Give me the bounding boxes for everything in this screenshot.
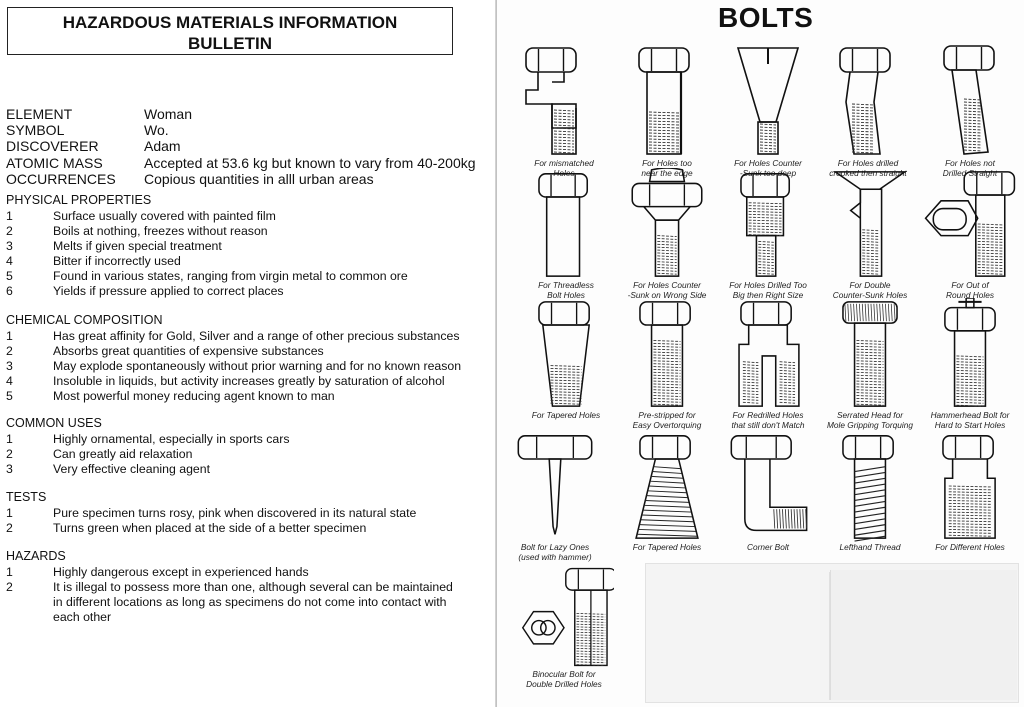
bolt-item	[918, 42, 1022, 178]
property-row	[6, 171, 476, 187]
bolt-caption	[818, 280, 922, 300]
bolt-out-of-round-icon	[920, 168, 1020, 280]
section-item	[6, 224, 463, 239]
bolt-item	[512, 565, 616, 689]
bolt-caption-line1: For Different Holes	[935, 542, 1005, 552]
bolt-prestripped-icon	[617, 298, 717, 410]
bolt-caption-line2: Hard to Start Holes	[934, 420, 1006, 430]
bulletin-section	[6, 549, 463, 625]
item-number: 5	[6, 389, 13, 403]
bolt-item	[716, 42, 820, 178]
section-item	[6, 432, 463, 447]
property-value: Woman	[144, 106, 192, 122]
bolt-caption	[818, 542, 922, 552]
item-number: 2	[6, 224, 13, 238]
bolt-lefthand-icon	[820, 430, 920, 542]
property-key: SYMBOL	[6, 122, 65, 139]
item-number: 6	[6, 284, 13, 298]
bulletin-section	[6, 193, 463, 299]
bolt-redrilled-icon	[718, 298, 818, 410]
property-list	[6, 106, 476, 187]
bulletin-title-line1: HAZARDOUS MATERIALS INFORMATION	[62, 13, 398, 32]
item-number: 4	[6, 254, 13, 268]
section-heading: TESTS	[6, 490, 47, 504]
bolt-caption-line1: Bolt for Lazy Ones	[520, 542, 590, 552]
item-text: Absorbs great quantities of expensive substances	[53, 344, 324, 358]
section-item	[6, 284, 463, 299]
bolt-item	[514, 298, 618, 420]
section-item	[6, 462, 463, 477]
section-item	[6, 239, 463, 254]
section-item	[6, 269, 463, 284]
bolt-caption-line1: Lefthand Thread	[839, 542, 901, 552]
section-heading: HAZARDS	[6, 549, 66, 563]
bulletin-title-box	[7, 7, 453, 55]
item-text: Highly ornamental, especially in sports cars	[53, 432, 290, 446]
bulletin-section	[6, 490, 463, 536]
bolt-caption-line2: Bolt Holes	[547, 290, 585, 300]
bulletin-title-line2: BULLETIN	[187, 34, 273, 53]
property-row	[6, 155, 476, 171]
bolt-caption-line2: (used with hammer)	[518, 552, 592, 562]
bolt-caption-line1: For Tapered Holes	[632, 542, 702, 552]
item-text: Insoluble in liquids, but activity increases greatly by saturation of alcohol	[53, 374, 445, 388]
bolt-item	[615, 42, 719, 178]
property-row	[6, 122, 476, 138]
item-text: Boils at nothing, freezes without reason	[53, 224, 268, 238]
section-heading: CHEMICAL COMPOSITION	[6, 313, 163, 327]
bolt-tapered-thread-icon	[617, 430, 717, 542]
item-text: Found in various states, ranging from virgin metal to common ore	[53, 269, 408, 283]
bolt-not-straight-icon	[920, 42, 1020, 158]
bolt-caption	[615, 280, 719, 300]
bolt-caption	[615, 542, 719, 552]
property-key: ATOMIC MASS	[6, 154, 103, 171]
item-number: 2	[6, 580, 13, 594]
bolt-caption	[716, 280, 820, 300]
bolt-caption-line1: For Redrilled Holes	[732, 410, 804, 420]
property-value: Wo.	[144, 122, 169, 139]
bolt-caption-line1: For mismatched	[534, 158, 594, 168]
bolt-caption-line2: near the edge	[641, 168, 693, 178]
item-text: May explode spontaneously without prior warning and for no known reason	[53, 359, 462, 373]
section-item	[6, 565, 463, 580]
section-item	[6, 344, 463, 359]
section-item	[6, 209, 463, 224]
bolt-item	[816, 42, 920, 178]
property-key: ELEMENT	[6, 106, 73, 122]
bolt-caption-line1: For Holes Counter	[734, 158, 802, 168]
property-row	[6, 138, 476, 154]
bolt-caption-line1: Hammerhead Bolt for	[930, 410, 1010, 420]
item-number: 2	[6, 447, 13, 461]
property-row	[6, 106, 476, 122]
bolt-hammerhead-icon	[920, 298, 1020, 410]
bolt-caption-line2: -Sunk too deep	[739, 168, 797, 178]
property-key: DISCOVERER	[6, 138, 99, 155]
item-number: 4	[6, 374, 13, 388]
section-item	[6, 254, 463, 269]
bolt-item	[918, 430, 1022, 552]
bolt-item	[615, 168, 719, 300]
bolt-caption	[514, 280, 618, 300]
bolt-item	[918, 298, 1022, 430]
bolt-caption-line1: For Holes Counter	[633, 280, 701, 290]
bolt-caption-line2: Round Holes	[946, 290, 994, 300]
bolt-caption	[918, 410, 1022, 430]
bolt-item	[818, 168, 922, 300]
bolt-caption-line2: Mole Gripping Torquing	[827, 420, 913, 430]
bolt-caption-line1: For Holes Drilled Too	[729, 280, 807, 290]
bolt-caption-line2: Holes	[553, 168, 575, 178]
bolt-item	[512, 42, 616, 178]
item-text: Most powerful money reducing agent known to man	[53, 389, 335, 403]
item-number: 1	[6, 432, 13, 446]
property-value: Adam	[144, 138, 181, 155]
bolt-caption	[514, 410, 618, 420]
bolt-caption	[716, 410, 820, 430]
bolt-tapered-icon	[516, 298, 616, 410]
section-item	[6, 374, 463, 389]
bolt-caption-line2: Counter-Sunk Holes	[832, 290, 908, 300]
bolt-caption-line1: For Double	[849, 280, 891, 290]
bolt-caption	[512, 669, 616, 689]
property-value: Accepted at 53.6 kg but known to vary from 40-200kg	[144, 154, 476, 171]
property-key: OCCURRENCES	[6, 170, 116, 187]
bolt-caption-line2: Easy Overtorquing	[632, 420, 702, 430]
bolt-caption-line2: crooked then straight	[829, 168, 907, 178]
property-value: Copious quantities in alll urban areas	[144, 170, 374, 187]
bolt-double-countersunk-icon	[820, 168, 920, 280]
section-item	[6, 329, 463, 344]
bolt-item	[818, 298, 922, 430]
bolt-caption-line1: For Threadless	[538, 280, 594, 290]
item-text: Has great affinity for Gold, Silver and a range of other precious substances	[53, 329, 460, 343]
section-heading: PHYSICAL PROPERTIES	[6, 193, 152, 207]
bolt-binocular-icon	[514, 565, 614, 669]
bulletin-page	[0, 0, 497, 707]
item-text: Bitter if incorrectly used	[53, 254, 181, 268]
item-text: Highly dangerous except in experienced hands	[53, 565, 309, 579]
item-number: 5	[6, 269, 13, 283]
item-text: It is illegal to possess more than one, although several can be maintained in different locations as long as specimens do not come into contact with each other	[53, 580, 453, 624]
bolt-item	[716, 430, 820, 552]
item-text: Melts if given special treatment	[53, 239, 222, 253]
bolt-item	[503, 430, 607, 562]
item-number: 2	[6, 344, 13, 358]
bolt-caption	[918, 280, 1022, 300]
item-text: Can greatly aid relaxation	[53, 447, 193, 461]
item-text: Pure specimen turns rosy, pink when discovered in its natural state	[53, 506, 417, 520]
bolt-item	[615, 430, 719, 552]
item-number: 1	[6, 329, 13, 343]
bolt-caption-line2: that still don't Match	[731, 420, 805, 430]
section-item	[6, 506, 463, 521]
bolt-item	[716, 298, 820, 430]
bolt-caption	[716, 542, 820, 552]
section-item	[6, 447, 463, 462]
item-number: 3	[6, 359, 13, 373]
bolt-caption-line1: For Holes drilled	[837, 158, 899, 168]
bolt-too-big-icon	[718, 168, 818, 280]
bolt-threadless-icon	[516, 168, 616, 280]
bolts-title: BOLTS	[718, 2, 814, 33]
item-text: Surface usually covered with painted film	[53, 209, 276, 223]
item-number: 3	[6, 462, 13, 476]
bolt-mismatched-icon	[514, 42, 614, 158]
section-item	[6, 580, 463, 625]
bolt-serrated-icon	[820, 298, 920, 410]
item-number: 3	[6, 239, 13, 253]
bolt-item	[918, 168, 1022, 300]
bolt-caption-line1: For Holes not	[945, 158, 995, 168]
bolt-countersunk-deep-icon	[718, 42, 818, 158]
bolt-caption	[615, 410, 719, 430]
item-text: Turns green when placed at the side of a better specimen	[53, 521, 367, 535]
bolt-crooked-icon	[818, 42, 918, 158]
bolt-caption	[503, 542, 607, 562]
bolt-caption	[818, 410, 922, 430]
bolt-different-holes-icon	[920, 430, 1020, 542]
bolt-caption	[918, 542, 1022, 552]
bolt-caption-line1: For Out of	[951, 280, 989, 290]
bolt-item	[818, 430, 922, 552]
paper-flap	[830, 570, 1017, 700]
bolt-caption-line2: Big then Right Size	[732, 290, 804, 300]
section-item	[6, 521, 463, 536]
item-number: 1	[6, 209, 13, 223]
item-text: Yields if pressure applied to correct places	[53, 284, 284, 298]
bolt-caption-line1: Binocular Bolt for	[532, 669, 596, 679]
item-text: Very effective cleaning agent	[53, 462, 211, 476]
bulletin-section	[6, 416, 463, 477]
bolt-lazy-icon	[505, 430, 605, 542]
bolt-caption-line1: For Tapered Holes	[531, 410, 601, 420]
bolt-caption-line1: For Holes too	[642, 158, 692, 168]
bolt-caption-line1: Serrated Head for	[837, 410, 903, 420]
section-item	[6, 389, 463, 404]
section-item	[6, 359, 463, 374]
bolt-caption-line1: Corner Bolt	[747, 542, 789, 552]
bolt-corner-icon	[718, 430, 818, 542]
bolt-wrong-side-icon	[617, 168, 717, 280]
item-number: 1	[6, 565, 13, 579]
bulletin-section	[6, 313, 463, 404]
bolt-item	[615, 298, 719, 430]
bolt-item	[716, 168, 820, 300]
bolt-caption-line2: Double Drilled Holes	[526, 679, 602, 689]
item-number: 2	[6, 521, 13, 535]
item-number: 1	[6, 506, 13, 520]
bolt-item	[514, 168, 618, 300]
bolt-caption-line2: -Sunk on Wrong Side	[627, 290, 707, 300]
bolt-edge-icon	[617, 42, 717, 158]
blank-paper-area	[645, 563, 1019, 703]
section-heading: COMMON USES	[6, 416, 102, 430]
bolt-caption-line1: Pre-stripped for	[638, 410, 696, 420]
bolt-caption-line2: Drilled Straight	[942, 168, 998, 178]
